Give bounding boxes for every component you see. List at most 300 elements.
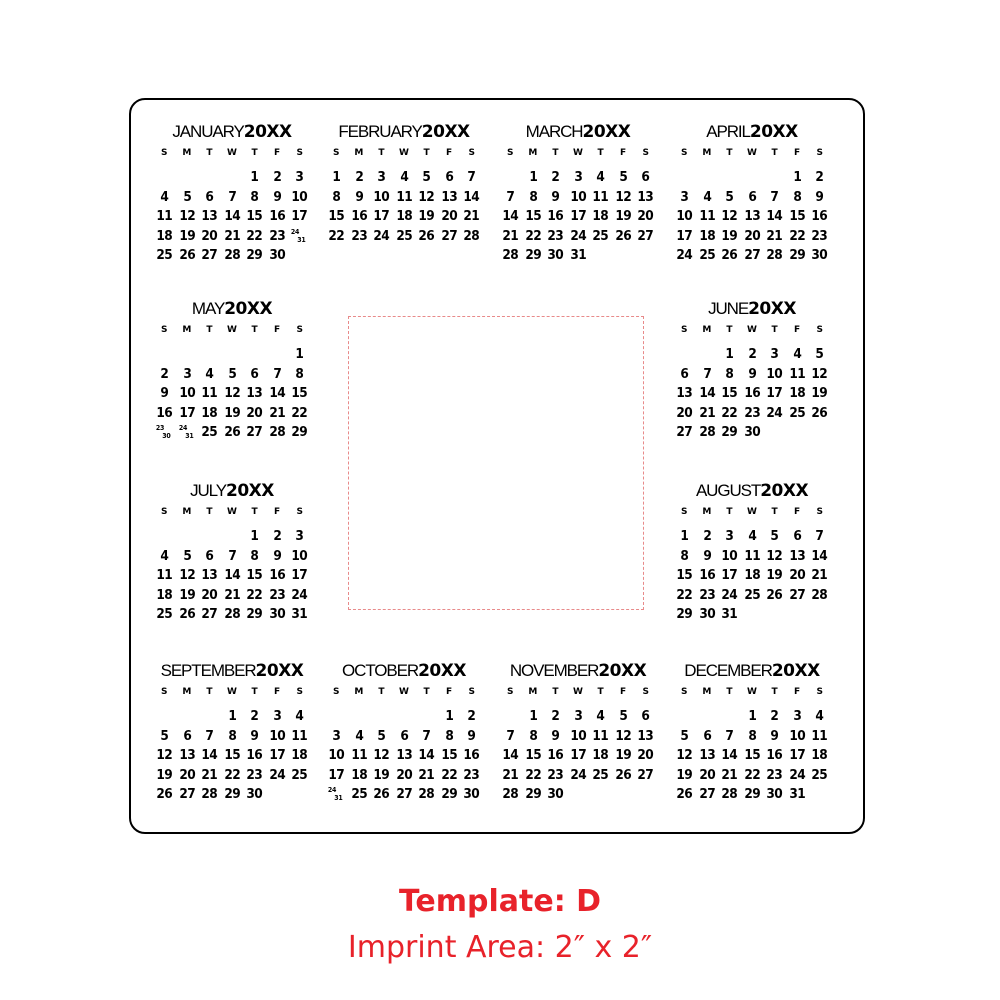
- day-grid: [499, 707, 657, 805]
- day-cell: 15: [224, 747, 240, 763]
- day-cell: 29: [524, 786, 541, 802]
- day-cell: 3: [295, 169, 304, 185]
- weekday-label: S: [681, 687, 688, 697]
- day-cell: 16: [246, 747, 263, 763]
- day-cell: 26: [178, 247, 195, 263]
- day-cell: 15: [744, 747, 760, 763]
- day-cell: 30: [766, 786, 783, 802]
- day-cell: 3: [680, 188, 689, 205]
- day-cell: 11: [156, 208, 173, 224]
- day-cell: 13: [789, 547, 806, 564]
- weekday-header: [499, 683, 657, 701]
- day-cell: 4: [354, 727, 363, 744]
- day-cell: 28: [811, 586, 828, 603]
- day-cell: 2: [354, 169, 363, 185]
- weekday-label: W: [573, 687, 583, 697]
- day-cell: 21: [269, 404, 286, 421]
- day-cell: 2: [160, 365, 169, 382]
- weekday-label: F: [274, 325, 281, 335]
- day-cell: 5: [725, 188, 734, 205]
- day-cell: 20: [201, 586, 218, 603]
- split-day-cell: [154, 423, 174, 443]
- day-cell: 2: [702, 528, 711, 544]
- day-cell: 18: [789, 385, 806, 401]
- day-cell: 14: [811, 547, 828, 564]
- day-cell: 31: [570, 247, 586, 263]
- weekday-header: [673, 683, 831, 701]
- day-cell: 30: [698, 606, 715, 622]
- weekday-label: S: [681, 148, 688, 158]
- day-cell: 29: [524, 247, 541, 263]
- day-cell: 5: [619, 708, 628, 724]
- day-cell: 28: [418, 786, 435, 802]
- day-cell: 13: [637, 727, 654, 744]
- day-cell: 30: [269, 606, 286, 622]
- weekday-header: [153, 321, 311, 339]
- day-cell: 16: [698, 567, 715, 583]
- day-cell: 30: [744, 424, 760, 440]
- day-cell: 4: [160, 188, 169, 205]
- day-cell: 23: [547, 766, 564, 783]
- day-cell: 8: [528, 188, 537, 205]
- day-cell: 7: [273, 365, 282, 382]
- day-cell: 10: [178, 385, 195, 401]
- day-cell: 3: [770, 346, 779, 362]
- day-cell: 11: [291, 727, 308, 744]
- weekday-label: S: [816, 507, 823, 517]
- weekday-label: T: [552, 687, 559, 697]
- day-cell: 18: [592, 747, 609, 763]
- day-cell: 8: [295, 365, 304, 382]
- weekday-label: S: [507, 687, 514, 697]
- day-cell: 16: [156, 404, 173, 421]
- weekday-label: M: [528, 148, 538, 158]
- day-cell: 7: [228, 547, 236, 564]
- day-cell: 6: [641, 708, 650, 724]
- weekday-label: T: [597, 148, 604, 158]
- day-cell: 1: [250, 169, 259, 185]
- day-cell: 18: [201, 404, 218, 421]
- day-cell: 14: [418, 747, 435, 763]
- weekday-label: F: [274, 507, 281, 517]
- day-cell: 2: [551, 169, 560, 185]
- weekday-label: T: [726, 148, 733, 158]
- weekday-header: [673, 321, 831, 339]
- day-cell: 12: [676, 747, 693, 763]
- day-cell: 17: [789, 747, 806, 763]
- month-name: MARCH: [525, 122, 583, 141]
- day-cell: 13: [441, 188, 458, 205]
- day-cell: 2: [815, 169, 824, 185]
- day-cell: 28: [224, 606, 240, 622]
- day-cell: 8: [250, 188, 259, 205]
- weekday-label: S: [816, 325, 823, 335]
- day-cell: 26: [178, 606, 195, 622]
- weekday-label: T: [552, 148, 559, 158]
- day-cell: 20: [246, 404, 263, 421]
- day-cell: 30: [547, 247, 564, 263]
- weekday-label: W: [399, 687, 409, 697]
- day-cell: 13: [676, 385, 693, 401]
- day-cell: 6: [680, 365, 689, 382]
- day-cell: 10: [291, 188, 308, 205]
- month-year: 20XX: [418, 661, 466, 681]
- day-cell: 28: [721, 786, 738, 802]
- weekday-label: S: [816, 687, 823, 697]
- month-title: [673, 121, 831, 143]
- day-cell: 12: [418, 188, 435, 205]
- day-cell: 7: [506, 727, 515, 744]
- day-cell: 1: [332, 169, 341, 185]
- day-cell: 15: [246, 208, 263, 224]
- day-cell: 21: [502, 766, 519, 783]
- day-cell: 17: [570, 208, 586, 224]
- weekday-label: F: [794, 148, 801, 158]
- day-cell: 15: [789, 208, 806, 224]
- day-cell: 29: [721, 424, 738, 440]
- day-cell: 16: [547, 208, 564, 224]
- month-year: 20XX: [421, 122, 470, 142]
- day-cell: 16: [269, 567, 286, 583]
- day-cell: 26: [766, 586, 783, 603]
- day-cell: 24: [721, 586, 738, 603]
- day-cell: 6: [641, 169, 650, 185]
- split-day-first: 24: [327, 786, 337, 794]
- day-cell: 28: [224, 247, 240, 263]
- template-title: Template: D: [398, 884, 602, 919]
- day-cell: 17: [269, 747, 286, 763]
- day-cell: 7: [228, 188, 236, 205]
- day-cell: 29: [744, 786, 760, 802]
- day-cell: 20: [698, 766, 715, 783]
- day-cell: 18: [592, 208, 609, 224]
- month-title: [153, 480, 311, 502]
- split-day-second: 31: [334, 794, 343, 802]
- day-cell: 12: [178, 567, 195, 583]
- day-cell: 1: [445, 708, 454, 724]
- month-october: [325, 660, 483, 805]
- split-day-first: 23: [155, 424, 165, 432]
- day-cell: 25: [156, 247, 173, 263]
- day-cell: 26: [615, 766, 632, 783]
- day-cell: 19: [224, 404, 240, 421]
- day-grid: [673, 345, 831, 443]
- day-cell: 20: [676, 404, 693, 421]
- month-november: [499, 660, 657, 805]
- weekday-label: F: [794, 325, 801, 335]
- weekday-label: M: [702, 687, 712, 697]
- day-cell: 23: [547, 227, 564, 244]
- day-cell: 7: [770, 188, 779, 205]
- day-cell: 12: [156, 747, 173, 763]
- day-cell: 3: [295, 528, 304, 544]
- day-cell: 12: [373, 747, 390, 763]
- day-cell: 25: [201, 424, 218, 440]
- weekday-label: W: [747, 148, 757, 158]
- month-name: JANUARY: [172, 122, 244, 141]
- weekday-label: M: [182, 148, 192, 158]
- day-cell: 21: [698, 404, 715, 421]
- weekday-label: S: [296, 687, 303, 697]
- day-cell: 13: [698, 747, 715, 763]
- day-cell: 11: [789, 365, 806, 382]
- weekday-header: [325, 144, 483, 162]
- day-cell: 25: [789, 404, 806, 421]
- day-cell: 21: [224, 586, 240, 603]
- weekday-label: T: [251, 507, 258, 517]
- weekday-label: S: [161, 507, 168, 517]
- month-may: [153, 298, 311, 443]
- month-august: [673, 480, 831, 625]
- weekday-label: T: [206, 148, 213, 158]
- day-cell: 26: [676, 786, 693, 802]
- split-day-first: 24: [178, 424, 187, 432]
- day-cell: 27: [201, 606, 218, 622]
- day-cell: 22: [246, 227, 263, 244]
- day-cell: 23: [744, 404, 760, 421]
- month-title: [673, 480, 831, 502]
- day-grid: [153, 168, 311, 266]
- weekday-label: F: [274, 148, 281, 158]
- day-cell: 25: [592, 227, 609, 244]
- imprint-area-box: [348, 316, 644, 610]
- day-cell: 25: [291, 766, 308, 783]
- weekday-label: S: [468, 148, 475, 158]
- weekday-label: S: [681, 507, 688, 517]
- day-cell: 1: [748, 708, 756, 724]
- weekday-label: F: [620, 148, 627, 158]
- day-cell: 18: [156, 586, 173, 603]
- day-cell: 18: [744, 567, 760, 583]
- day-cell: 9: [250, 727, 259, 744]
- day-cell: 5: [680, 727, 689, 744]
- weekday-label: W: [747, 687, 757, 697]
- day-cell: 8: [793, 188, 802, 205]
- weekday-header: [673, 144, 831, 162]
- weekday-label: S: [507, 148, 514, 158]
- weekday-header: [499, 144, 657, 162]
- day-cell: 11: [811, 727, 828, 744]
- day-cell: 18: [156, 227, 173, 244]
- day-cell: 3: [574, 169, 582, 185]
- day-cell: 8: [528, 727, 537, 744]
- weekday-label: T: [251, 687, 258, 697]
- day-cell: 29: [246, 247, 263, 263]
- month-july: [153, 480, 311, 625]
- day-cell: 2: [467, 708, 476, 724]
- weekday-label: T: [251, 148, 258, 158]
- weekday-label: W: [227, 148, 237, 158]
- day-cell: 15: [676, 567, 693, 583]
- day-cell: 3: [574, 708, 582, 724]
- month-title: [325, 660, 483, 682]
- day-cell: 5: [377, 727, 386, 744]
- weekday-label: M: [182, 507, 192, 517]
- day-cell: 20: [744, 227, 760, 244]
- day-cell: 24: [676, 247, 693, 263]
- day-cell: 9: [551, 188, 560, 205]
- day-cell: 20: [441, 208, 458, 224]
- weekday-header: [673, 503, 831, 521]
- day-cell: 24: [570, 227, 586, 244]
- day-cell: 4: [400, 169, 408, 185]
- day-cell: 16: [463, 747, 480, 763]
- weekday-label: F: [274, 687, 281, 697]
- day-cell: 14: [463, 188, 480, 205]
- weekday-label: S: [642, 687, 649, 697]
- day-grid: [673, 707, 831, 805]
- weekday-label: W: [747, 325, 757, 335]
- weekday-label: S: [468, 687, 475, 697]
- day-cell: 22: [789, 227, 806, 244]
- day-cell: 28: [269, 424, 286, 440]
- day-cell: 13: [178, 747, 195, 763]
- day-cell: 27: [637, 766, 654, 783]
- day-cell: 2: [551, 708, 560, 724]
- day-cell: 25: [156, 606, 173, 622]
- month-title: [499, 660, 657, 682]
- day-cell: 16: [766, 747, 783, 763]
- weekday-label: F: [620, 687, 627, 697]
- weekday-label: S: [161, 148, 168, 158]
- weekday-label: T: [771, 148, 778, 158]
- day-cell: 27: [396, 786, 412, 802]
- day-cell: 13: [637, 188, 654, 205]
- day-cell: 23: [811, 227, 828, 244]
- day-cell: 10: [570, 188, 586, 205]
- day-cell: 30: [463, 786, 480, 802]
- day-cell: 19: [178, 586, 195, 603]
- day-cell: 14: [224, 567, 240, 583]
- day-cell: 13: [246, 385, 263, 401]
- day-cell: 29: [291, 424, 308, 440]
- day-cell: 25: [698, 247, 715, 263]
- day-cell: 4: [702, 188, 711, 205]
- day-cell: 15: [524, 208, 541, 224]
- month-name: OCTOBER: [342, 661, 419, 680]
- day-cell: 29: [441, 786, 458, 802]
- day-cell: 22: [676, 586, 693, 603]
- day-cell: 23: [463, 766, 480, 783]
- weekday-label: S: [296, 148, 303, 158]
- day-cell: 7: [702, 365, 711, 382]
- day-cell: 4: [793, 346, 802, 362]
- day-cell: 9: [354, 188, 363, 205]
- day-cell: 4: [205, 365, 214, 382]
- weekday-label: T: [206, 507, 213, 517]
- weekday-label: F: [794, 687, 801, 697]
- day-cell: 14: [698, 385, 715, 401]
- day-cell: 24: [291, 586, 308, 603]
- weekday-label: T: [423, 148, 430, 158]
- weekday-label: M: [354, 687, 364, 697]
- day-cell: 21: [224, 227, 240, 244]
- month-title: [673, 298, 831, 320]
- weekday-label: W: [227, 507, 237, 517]
- month-year: 20XX: [582, 122, 631, 142]
- day-cell: 7: [205, 727, 214, 744]
- day-cell: 28: [201, 786, 218, 802]
- day-cell: 3: [377, 169, 386, 185]
- day-cell: 22: [441, 766, 458, 783]
- day-cell: 10: [373, 188, 390, 205]
- day-cell: 4: [596, 708, 605, 724]
- weekday-label: T: [726, 325, 733, 335]
- day-cell: 15: [524, 747, 541, 763]
- day-cell: 30: [246, 786, 263, 802]
- day-cell: 30: [547, 786, 564, 802]
- weekday-label: M: [702, 507, 712, 517]
- day-cell: 10: [570, 727, 586, 744]
- weekday-label: M: [182, 325, 192, 335]
- day-cell: 24: [269, 766, 286, 783]
- month-year: 20XX: [243, 122, 292, 142]
- weekday-label: S: [816, 148, 823, 158]
- weekday-label: T: [726, 507, 733, 517]
- month-title: [673, 660, 831, 682]
- weekday-label: T: [206, 325, 213, 335]
- day-cell: 20: [201, 227, 218, 244]
- day-cell: 3: [182, 365, 191, 382]
- day-cell: 22: [224, 766, 240, 783]
- weekday-label: M: [528, 687, 538, 697]
- month-january: [153, 121, 311, 266]
- weekday-label: W: [747, 507, 757, 517]
- day-cell: 12: [811, 365, 828, 382]
- day-cell: 6: [702, 727, 711, 744]
- month-september: [153, 660, 311, 805]
- day-cell: 21: [418, 766, 435, 783]
- weekday-label: F: [446, 148, 453, 158]
- weekday-label: T: [378, 687, 385, 697]
- day-cell: 9: [160, 385, 169, 401]
- weekday-label: F: [446, 687, 453, 697]
- day-cell: 14: [721, 747, 738, 763]
- weekday-label: T: [423, 687, 430, 697]
- day-cell: 29: [676, 606, 693, 622]
- weekday-label: W: [227, 687, 237, 697]
- day-cell: 21: [811, 567, 828, 583]
- day-cell: 6: [793, 528, 802, 544]
- day-cell: 10: [269, 727, 286, 744]
- day-cell: 15: [246, 567, 263, 583]
- day-cell: 8: [250, 547, 259, 564]
- day-cell: 23: [766, 766, 783, 783]
- month-year: 20XX: [226, 481, 274, 501]
- split-day-second: 31: [184, 432, 194, 440]
- day-cell: 5: [422, 169, 431, 185]
- day-cell: 30: [811, 247, 828, 263]
- day-cell: 12: [224, 385, 240, 401]
- day-cell: 31: [721, 606, 738, 622]
- month-year: 20XX: [255, 661, 304, 681]
- day-cell: 8: [445, 727, 454, 744]
- day-cell: 27: [246, 424, 263, 440]
- month-name: DECEMBER: [684, 661, 772, 680]
- day-cell: 1: [725, 346, 734, 362]
- day-cell: 3: [332, 727, 341, 744]
- day-cell: 18: [396, 208, 412, 224]
- split-day-second: 31: [297, 235, 306, 244]
- day-cell: 19: [615, 747, 632, 763]
- day-cell: 5: [160, 727, 169, 744]
- weekday-label: M: [702, 148, 712, 158]
- day-cell: 6: [445, 169, 454, 185]
- month-name: APRIL: [706, 122, 750, 141]
- day-cell: 2: [273, 528, 282, 544]
- day-cell: 16: [350, 208, 367, 224]
- day-cell: 2: [250, 708, 259, 724]
